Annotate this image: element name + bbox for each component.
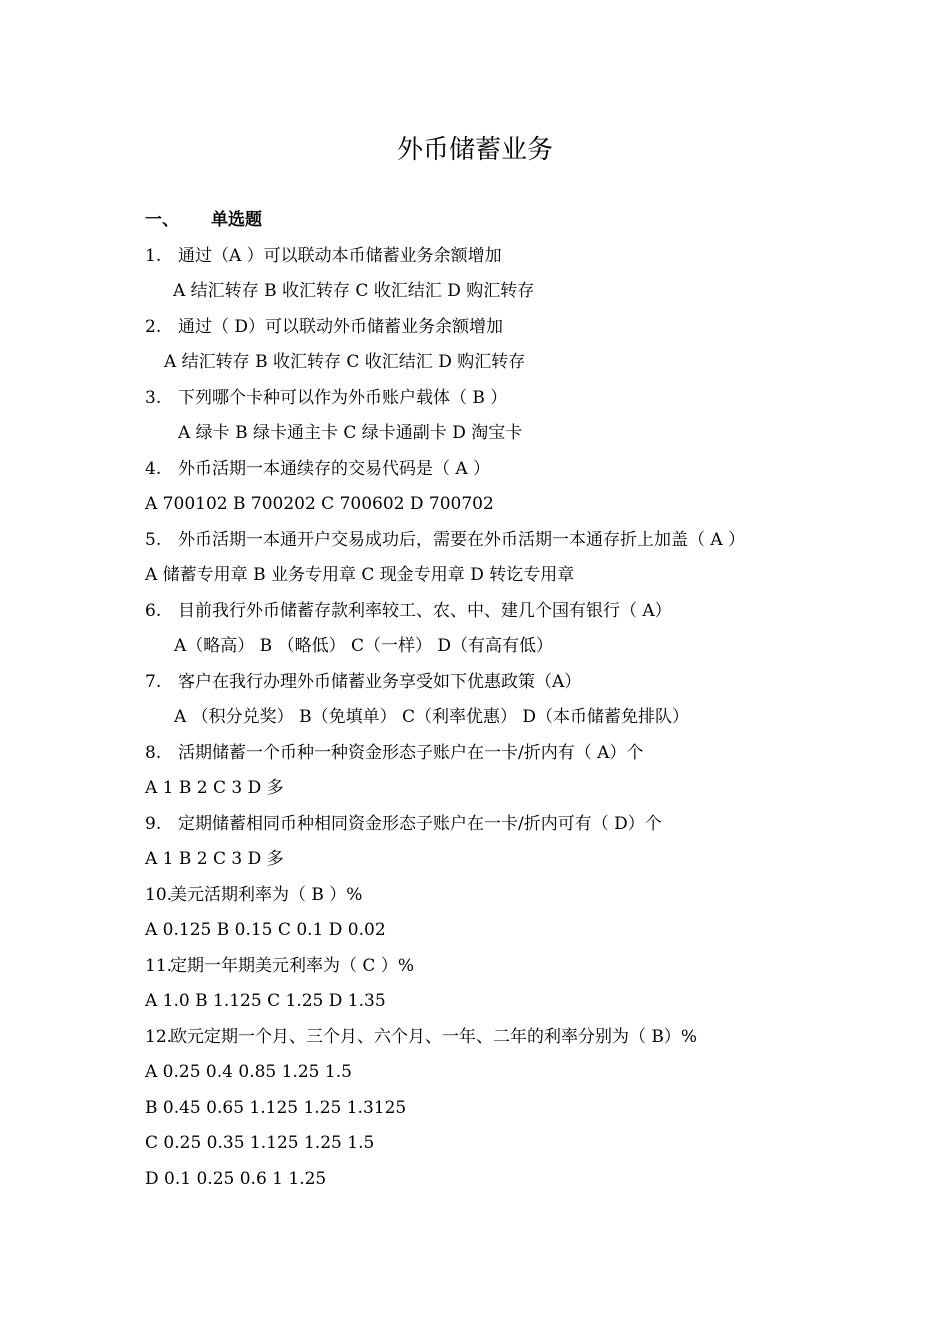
- question-4: [145, 452, 825, 488]
- question-number: 3.: [145, 387, 162, 408]
- question-5: [145, 523, 825, 559]
- question-9: [145, 807, 825, 843]
- question-12-option-c: C 0.25 0.35 1.125 1.25 1.5: [145, 1133, 375, 1153]
- question-10-options: A 0.125 B 0.15 C 0.1 D 0.02: [145, 920, 386, 940]
- question-12-option-b: B 0.45 0.65 1.125 1.25 1.3125: [145, 1097, 407, 1118]
- question-2: [145, 310, 825, 346]
- question-number: 1.: [145, 245, 162, 266]
- question-text: 通过（ D）可以联动外币储蓄业务余额增加: [178, 316, 504, 337]
- question-2-options: A 结汇转存 B 收汇转存 C 收汇结汇 D 购汇转存: [164, 352, 526, 372]
- question-9-options: A 1 B 2 C 3 D 多: [145, 849, 284, 869]
- question-6: [145, 594, 825, 630]
- question-text: 客户在我行办理外币储蓄业务享受如下优惠政策（A）: [178, 671, 582, 692]
- question-6-options: A（略高） B （略低） C（一样） D（有高有低）: [174, 636, 554, 656]
- question-10: [145, 878, 825, 914]
- question-7: [145, 665, 825, 701]
- question-7-options: A （积分兑奖） B（免填单） C（利率优惠） D（本币储蓄免排队）: [174, 707, 690, 727]
- question-number: 11.: [145, 955, 173, 976]
- question-text: 活期储蓄一个币种一种资金形态子账户在一卡/折内有（ A）个: [178, 742, 644, 763]
- question-text: 目前我行外币储蓄存款利率较工、农、中、建几个国有银行（ A）: [178, 600, 672, 621]
- question-number: 6.: [145, 600, 162, 621]
- question-8: [145, 736, 825, 772]
- question-11: [145, 949, 825, 985]
- question-text: 外币活期一本通开户交易成功后，需要在外币活期一本通存折上加盖（ A ）: [178, 529, 746, 550]
- section-label: 单选题: [211, 210, 262, 230]
- question-4-options: A 700102 B 700202 C 700602 D 700702: [145, 494, 494, 514]
- question-text: 外币活期一本通续存的交易代码是（ A ）: [178, 458, 491, 479]
- question-number: 4.: [145, 458, 162, 479]
- question-3: [145, 381, 825, 417]
- question-text: 定期储蓄相同币种相同资金形态子账户在一卡/折内可有（ D）个: [178, 813, 662, 834]
- question-12: [145, 1020, 825, 1056]
- section-heading: [145, 204, 262, 236]
- question-number: 7.: [145, 671, 162, 692]
- question-text: 定期一年期美元利率为（ C ）%: [170, 955, 414, 976]
- question-text: 美元活期利率为（ B ）%: [170, 884, 363, 905]
- question-1: [145, 239, 825, 275]
- question-list: [145, 239, 825, 1198]
- question-number: 2.: [145, 316, 162, 337]
- section-number: 一、: [145, 210, 179, 230]
- question-12-option-a: A 0.25 0.4 0.85 1.25 1.5: [145, 1062, 352, 1082]
- question-1-options: A 结汇转存 B 收汇转存 C 收汇结汇 D 购汇转存: [173, 281, 535, 301]
- question-text: 欧元定期一个月、三个月、六个月、一年、二年的利率分别为（ B）%: [170, 1026, 698, 1047]
- question-3-options: A 绿卡 B 绿卡通主卡 C 绿卡通副卡 D 淘宝卡: [178, 423, 523, 443]
- question-12-option-d: D 0.1 0.25 0.6 1 1.25: [145, 1168, 327, 1189]
- question-number: 12.: [145, 1026, 173, 1047]
- question-8-options: A 1 B 2 C 3 D 多: [145, 778, 284, 798]
- question-text: 下列哪个卡种可以作为外币账户载体（ B ）: [178, 387, 508, 408]
- question-5-options: A 储蓄专用章 B 业务专用章 C 现金专用章 D 转讫专用章: [145, 565, 575, 585]
- question-number: 9.: [145, 813, 162, 834]
- question-number: 8.: [145, 742, 162, 763]
- question-number: 5.: [145, 529, 162, 550]
- page-title: 外币储蓄业务: [396, 135, 553, 165]
- question-11-options: A 1.0 B 1.125 C 1.25 D 1.35: [145, 991, 386, 1011]
- question-text: 通过（A ）可以联动本币储蓄业务余额增加: [178, 245, 502, 266]
- question-number: 10.: [145, 884, 173, 905]
